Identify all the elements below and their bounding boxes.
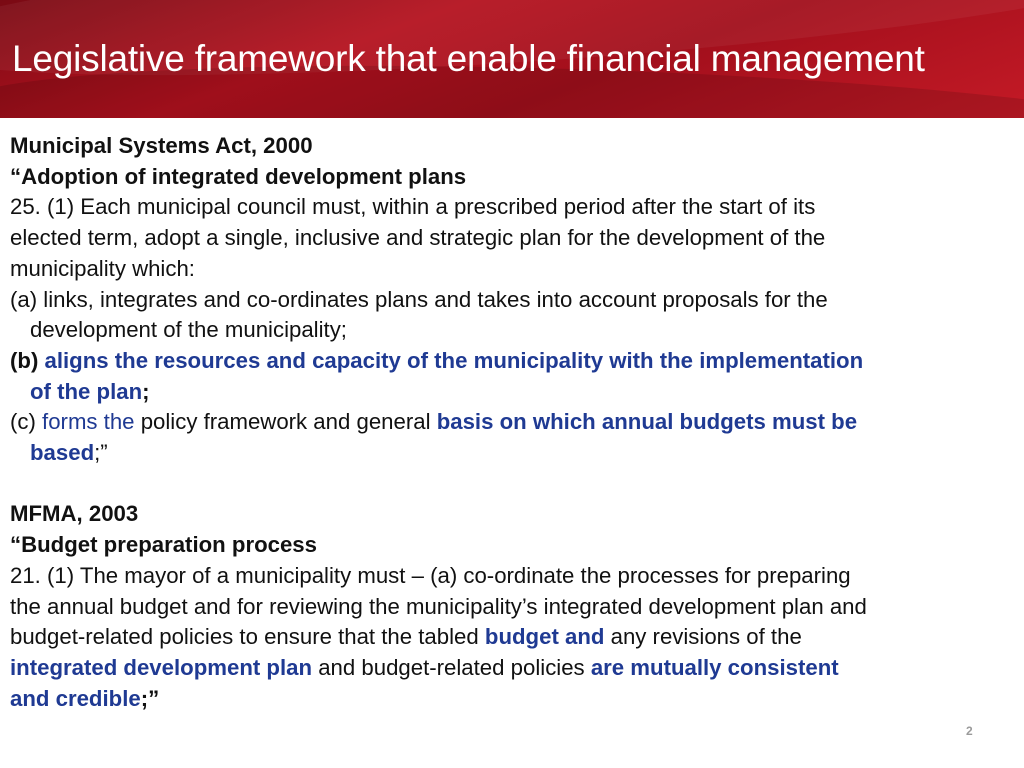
item-b-text-end: of the plan: [30, 378, 143, 404]
msa-subheading: “Adoption of integrated development plans: [10, 163, 467, 189]
item-c-punct: ;”: [94, 440, 108, 466]
msa-item-b-line-1: [10, 346, 1014, 377]
item-b-label: (b): [10, 347, 39, 373]
mfma-subheading: “Budget preparation process: [10, 532, 317, 558]
mfma-l4-highlight: integrated development plan: [10, 654, 313, 680]
mfma-text-line-4: [10, 653, 1014, 684]
mfma-text-line-3: [10, 622, 1014, 653]
mfma-text-line-2: the annual budget and for reviewing the municipality’s integrated development plan and: [10, 593, 867, 619]
page-number: 2: [966, 724, 973, 738]
item-c-bold-text: basis on which annual budgets must be: [436, 409, 858, 435]
mfma-l4-highlight-end: are mutually consistent: [590, 654, 839, 680]
msa-text-line-3: municipality which:: [10, 255, 195, 281]
mfma-l5-highlight: and credible: [10, 685, 141, 711]
mfma-l3-text-end: any revisions of the: [604, 624, 802, 650]
page-title: Legislative framework that enable financial management: [12, 38, 925, 79]
msa-text-line-1: 25. (1) Each municipal council must, within a prescribed period after the start of its: [10, 194, 816, 220]
msa-item-c-line-2: [10, 438, 1014, 469]
mfma-l5-punct: ;”: [140, 685, 160, 711]
item-c-text: policy framework and general: [134, 409, 437, 435]
msa-heading: Municipal Systems Act, 2000: [10, 133, 313, 158]
mfma-l4-text: and budget-related policies: [312, 654, 591, 680]
msa-item-c-line-1: [10, 407, 1014, 438]
mfma-text-line-5: [10, 684, 1014, 715]
header-banner: [0, 0, 1024, 118]
mfma-heading: MFMA, 2003: [10, 501, 139, 527]
item-b-punct: ;: [142, 378, 150, 404]
item-c-blue-text: forms the: [42, 409, 135, 435]
section-spacer: [10, 469, 1014, 500]
msa-item-a-line-2: development of the municipality;: [30, 317, 347, 343]
mfma-text-line-1: 21. (1) The mayor of a municipality must – (a) co-ordinate the processes for preparing: [10, 562, 851, 588]
item-c-label: (c): [10, 409, 43, 435]
msa-text-line-2: elected term, adopt a single, inclusive and strategic plan for the development of the: [10, 225, 826, 251]
msa-item-a-line-1: (a) links, integrates and co-ordinates plans and takes into account proposals for the: [10, 286, 828, 312]
slide-body: [10, 131, 1014, 714]
item-c-bold-end: based: [30, 440, 95, 466]
item-b-text: aligns the resources and capacity of the municipality with the implementation: [38, 347, 864, 373]
mfma-l3-highlight: budget and: [484, 624, 605, 650]
msa-item-b-line-2: [10, 377, 1014, 408]
mfma-l3-text: budget-related policies to ensure that the tabled: [10, 624, 485, 650]
